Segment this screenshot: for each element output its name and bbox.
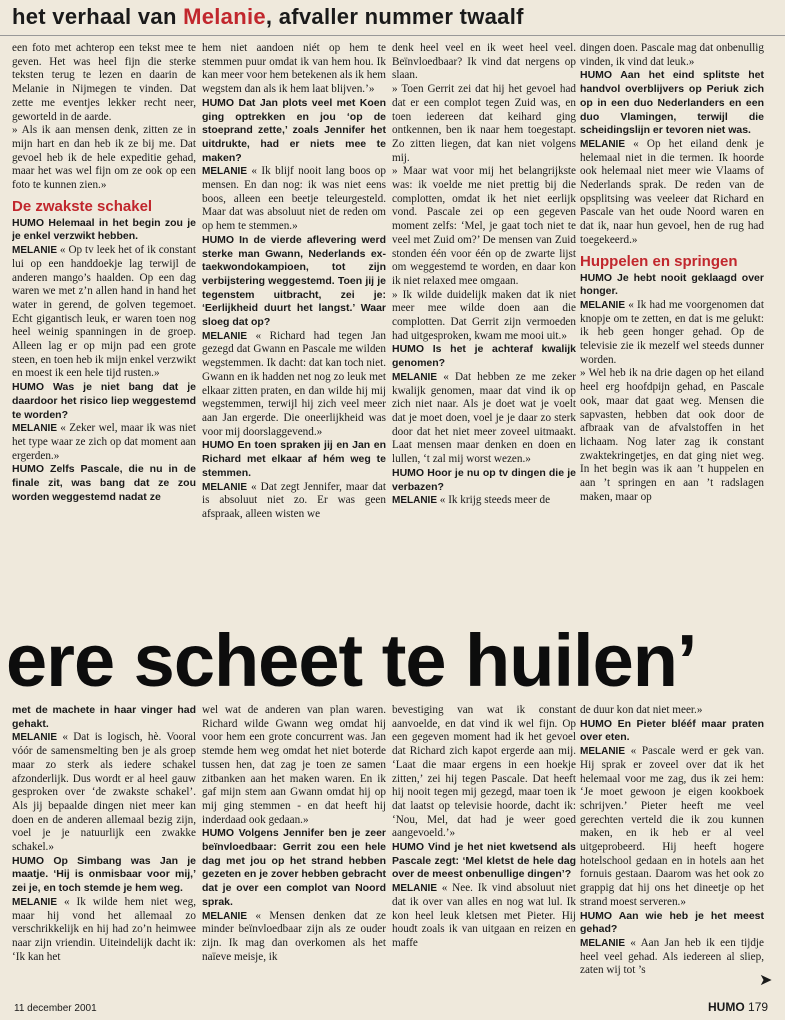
answer-text: « Zeker wel, maar ik was niet het type waar ze zich op dat moment aan ergerden.» bbox=[12, 422, 196, 462]
article-column bbox=[202, 704, 386, 996]
body-paragraph: » Als ik aan mensen denk, zitten ze in mijn hart en dan heb ik ze bij me. Dat gevoel heb ik de hele expeditie gehad, maar het was wel fijn om ze ook op een foto te kunnen zien.» bbox=[12, 124, 196, 192]
body-paragraph: » Wel heb ik na drie dagen op het eiland heel erg hoofdpijn gehad, en Pascale ook, maar dat gaat weg. Mensen die sapvasten, hebben dat ook door de afbraak van de afvalstoffen in het lichaam. Nog later zag ik constant zwaktekringetjes, en dat ging niet weg. In het begin was ik aan ’t huppelen en aan ’t springen en aan ’t radslagen maken, maar op bbox=[580, 367, 764, 503]
interview-answer bbox=[12, 422, 196, 463]
body-paragraph: denk heel veel en ik weet heel veel. Beïnvloedbaar? Ik vind dat nergens op slaan. bbox=[392, 42, 576, 82]
speaker-label: MELANIE bbox=[12, 732, 57, 744]
answer-text: « Nee. Ik vind absoluut niet dat ik over van alles en nog wat lul. Ik kon heel leuk kletsen met Pieter. Hij houdt zoals ik van uitgaan en reizen en maffe bbox=[392, 882, 576, 949]
interview-answer bbox=[202, 481, 386, 522]
body-paragraph: bevestiging van wat ik constant aanvoelde, en dat vind ik wel fijn. Op een gegeven moment had ik het gevoel dat Richard zich kapot ergerde aan mij. ‘Laat die maar ergens in een hoekje zitten,’ zei hij tegen Pascale. Dat heeft hij nooit tegen mij gezegd, maar toen ik dat laatst op televisie hoorde, dacht ik: ‘Nou, Mel, dat had je weer goed aangevoeld.’» bbox=[392, 704, 576, 840]
body-paragraph: wel wat de anderen van plan waren. Richard wilde Gwann weg omdat hij voor hem een grote concurrent was. Jan stemde hem weg omdat het niet boterde tussen hen, dat zag je toen ze samen zitbanken aan het maken waren. En ik gaf mijn stem aan Gwann omdat hij op mij ging stemmen - en dat heeft hij inderdaad ook gedaan.» bbox=[202, 704, 386, 826]
interview-question: HUMO Aan wie heb je het meest gehad? bbox=[580, 909, 764, 936]
interview-question: HUMO Dat Jan plots veel met Koen ging optrekken en jou ‘op de stoeprand zette,’ zoals Jennifer het uitdrukte, had er niets mee te maken? bbox=[202, 96, 386, 164]
interview-question: HUMO Hoor je nu op tv dingen die je verbazen? bbox=[392, 466, 576, 493]
interview-question: HUMO Volgens Jennifer ben je zeer beïnvloedbaar: Gerrit zou een hele dag met jou op het strand hebben gezeten en je zover hebben gebracht dat je over een complot van Noord sprak. bbox=[202, 827, 386, 908]
answer-text: « Pascale werd er gek van. Hij sprak er zoveel over dat ik het helemaal voor me zag, dus ik zei hem: ‘Je moet gewoon je eigen kookboek schrijven.’ Pieter heeft me veel gerechten verteld die ik zou kunnen maken, en ik heb er al veel uitgeprobeerd. Hij heeft hogere hotelschool gedaan en in hotels aan het fornuis gestaan. Daarom was het ook zo grappig dat hij ons het dineetje op het strand moest serveren.» bbox=[580, 745, 764, 908]
body-paragraph: een foto met achterop een tekst mee te geven. Het was heel fijn die sterke teksten terug te lezen en daarin de Melanie in Nijmegen te vinden. Dat zette me eventjes lekker recht neer, geworteld in de aarde. bbox=[12, 42, 196, 123]
article-column bbox=[392, 704, 576, 996]
speaker-label: MELANIE bbox=[12, 245, 57, 257]
issue-date: 11 december 2001 bbox=[14, 1003, 97, 1014]
title-part: het verhaal van bbox=[12, 4, 184, 29]
page-footer bbox=[708, 1000, 768, 1014]
title-part: , afvaller nummer twaalf bbox=[265, 4, 524, 29]
speaker-label: MELANIE bbox=[12, 423, 57, 435]
speaker-label: MELANIE bbox=[392, 371, 437, 383]
speaker-label: MELANIE bbox=[202, 166, 247, 178]
interview-question: HUMO En toen spraken jij en Jan en Richard met elkaar af hém weg te stemmen. bbox=[202, 439, 386, 479]
article-column bbox=[580, 42, 764, 624]
interview-question: HUMO Helemaal in het begin zou je je enkel verzwikt hebben. bbox=[12, 216, 196, 243]
interview-question: HUMO Aan het eind splitste het handvol overblijvers op Periuk zich op in een duo Nederlanders en een duo Vlamingen, terwijl die scheidingslijn er tevoren niet was. bbox=[580, 69, 764, 137]
answer-text: « Dat zegt Jennifer, maar dat is absoluut niet zo. Er was geen afspraak, alleen wisten we bbox=[202, 480, 386, 520]
answer-text: « Dat hebben ze me zeker kwalijk genomen, maar dat vind ik op zich niet naar. Als je doet wat je voelt dat je moet doen, voel je je daar zo sterk door dat het niet meer zoveel uitmaakt. Laat mensen maar denken en doen en lullen, ‘t zal mij worst wezen.» bbox=[392, 370, 576, 466]
speaker-label: MELANIE bbox=[12, 896, 57, 908]
speaker-label: MELANIE bbox=[202, 910, 247, 922]
interview-answer bbox=[392, 371, 576, 467]
interview-question: met de machete in haar vinger had gehakt. bbox=[12, 704, 196, 730]
answer-text: « Ik blijf nooit lang boos op mensen. En dan nog: ik was niet eens boos, alleen een beetje teleurgesteld. Maar dat was absoluut niet de reden om op hem te stemmen.» bbox=[202, 165, 386, 233]
answer-text: « Mensen denken dat ze minder beïnvloedbaar zijn als ze ouder zijn. Ik mag dan overkomen als het naïeve meisje, ik bbox=[202, 909, 386, 963]
body-paragraph: dingen doen. Pascale mag dat onbenullig vinden, ik vind dat leuk.» bbox=[580, 42, 764, 68]
article-column bbox=[202, 42, 386, 624]
answer-text: « Op tv leek het of ik constant lui op een handdoekje lag terwijl de anderen mango’s haalden. Op een dag waren we met z’n allen hand in hand het water in gerend, de golven tegemoet. Echt gigantisch leuk, er waren toen nog heel weinig spanningen in de groep. Alleen lag er op mijn pad een grote steen, en toen heb ik mijn enkel verzwikt en moest ik een hele tijd rusten.» bbox=[12, 244, 196, 380]
speaker-label: MELANIE bbox=[202, 481, 247, 493]
page-number: 179 bbox=[748, 1000, 769, 1014]
interview-answer bbox=[12, 896, 196, 965]
answer-text: « Ik wilde hem niet weg, maar hij vond het allemaal zo verschrikkelijk en hij had zo’n heimwee naar zijn vriendin. Uiteindelijk dacht ik: ‘Ik kan het bbox=[12, 895, 196, 963]
interview-answer bbox=[12, 731, 196, 854]
interview-answer bbox=[202, 910, 386, 965]
article-column bbox=[12, 42, 196, 624]
article-column bbox=[392, 42, 576, 624]
interview-answer bbox=[202, 165, 386, 234]
answer-text: « Ik krijg steeds meer de bbox=[437, 494, 551, 507]
speaker-label: MELANIE bbox=[580, 937, 625, 949]
interview-answer bbox=[580, 937, 764, 978]
interview-question: HUMO Je hebt nooit geklaagd over honger. bbox=[580, 271, 764, 298]
answer-text: « Richard had tegen Jan gezegd dat Gwann en Pascale me wilden wegstemmen. Ik dacht: dat kan toch niet. Gwann en ik hadden net nog zo leuk met elkaar zitten praten, en dan wilde hij mij wegstemmen, terwijl hij zich veel meer aan Jan ergerde. Die oneerlijkheid was voor mij doorslaggevend.» bbox=[202, 329, 386, 438]
body-paragraph: » Ik wilde duidelijk maken dat ik niet meer mee wilde doen aan die complotten. Dat Gerrit zijn vermoeden had uitgesproken, kwam me mooi uit.» bbox=[392, 288, 576, 342]
speaker-label: MELANIE bbox=[580, 299, 625, 311]
speaker-label: MELANIE bbox=[392, 883, 437, 895]
interview-question: HUMO Zelfs Pascale, die nu in de finale zit, was bang dat ze zou worden weggestemd nadat ze bbox=[12, 463, 196, 503]
body-paragraph: de duur kon dat niet meer.» bbox=[580, 704, 703, 716]
header-rule bbox=[0, 35, 785, 36]
article-column bbox=[580, 704, 764, 996]
interview-question: HUMO Was je niet bang dat je daardoor het risico liep weggestemd te worden? bbox=[12, 381, 196, 421]
continue-arrow-icon: ➤ bbox=[759, 970, 773, 989]
body-paragraph: » Maar wat voor mij het belangrijkste was: ik voelde me niet prettig bij die complotten, omdat ik het niet eerlijk vond. Pascale zei op een gegeven moment zelfs: ‘Mel, je gaat toch niet te veel met Zuid om?’ De mensen van Zuid stonden één voor één op de zwarte lijst om weggestemd te worden, en daar kon ik niet relaxed mee omgaan. bbox=[392, 165, 576, 287]
answer-text: « Op het eiland denk je helemaal niet in die termen. Ik hoorde ook helemaal niet meer wie Vlaams of Nederlands sprak. De reden van de opsplitsing was veeleer dat Richard en Pascale van het oude Noord waren en dat ik, naar hun gevoel, hen de rug had toegekeerd.» bbox=[580, 137, 764, 246]
magazine-brand: HUMO bbox=[708, 1000, 745, 1014]
section-heading: Huppelen en springen bbox=[580, 252, 738, 270]
page-header bbox=[0, 0, 785, 36]
answer-text: « Dat is logisch, hè. Vooral vóór de samensmelting ben je als groep maar zo sterk als iedere schakel afzonderlijk. Dus wordt er al heel gauw gesproken over ‘de zwakste schakel’. Als jij bepaalde dingen niet meer kan doen en de anderen allemaal bezig zijn, voel je je natuurlijk een zwakke schakel.» bbox=[12, 731, 196, 854]
interview-question: HUMO Op Simbang was Jan je maatje. ‘Hij is onmisbaar voor mij,’ zei je, en toch stemde je hem weg. bbox=[12, 854, 196, 895]
section-heading: De zwakste schakel bbox=[12, 197, 153, 215]
title-name: Melanie bbox=[183, 4, 266, 29]
interview-answer bbox=[580, 138, 764, 248]
pull-quote-text: ere scheet te huilen’ bbox=[6, 626, 697, 696]
body-paragraph: hem niet aandoen niét op hem te stemmen puur omdat ik van hem hou. Ik kan meer voor hem betekenen als ik hem wegstem dan als ik hem laat blijven.’» bbox=[202, 42, 386, 96]
interview-answer bbox=[392, 494, 576, 508]
body-paragraph: » Toen Gerrit zei dat hij het gevoel had dat er een complot tegen Zuid was, en toen iedereen dat keihard ging ontkennen, ben ik naar hem toegestapt. Zo zitten liegen, dat kan niet volgens mij. bbox=[392, 83, 576, 164]
interview-answer bbox=[202, 330, 386, 440]
speaker-label: MELANIE bbox=[580, 138, 625, 150]
interview-question: HUMO Vind je het niet kwetsend als Pascale zegt: ‘Mel kletst de hele dag over de meest onbenullige dingen’? bbox=[392, 841, 576, 881]
pull-quote-banner bbox=[0, 626, 785, 696]
interview-answer bbox=[392, 882, 576, 951]
speaker-label: MELANIE bbox=[392, 495, 437, 507]
interview-question: HUMO En Pieter blééf maar praten over eten. bbox=[580, 717, 764, 744]
interview-answer bbox=[580, 745, 764, 909]
article-title bbox=[12, 4, 524, 30]
article-column bbox=[12, 704, 196, 996]
speaker-label: MELANIE bbox=[202, 330, 247, 342]
interview-answer bbox=[580, 299, 764, 368]
interview-question: HUMO In de vierde aflevering werd sterke man Gwann, Nederlands ex-taekwondokampioen, tot zijn verbijstering weggestemd. Toen jij je tegenstem uitbracht, zei je: ‘Eerlijkheid duurt het langst.’ Waar sloeg dat op? bbox=[202, 233, 386, 329]
speaker-label: MELANIE bbox=[580, 746, 625, 758]
answer-text: « Aan Jan heb ik een tijdje heel veel gehad. Als iedereen al sliep, zaten wij tot ’s bbox=[580, 936, 764, 977]
interview-answer bbox=[12, 244, 196, 381]
answer-text: « Ik had me voorgenomen dat knopje om te zetten, en dat is me gelukt: ik heb geen honger gehad. Op de televisie zie ik mezelf wel steeds dunner worden. bbox=[580, 298, 764, 366]
interview-question: HUMO Is het je achteraf kwalijk genomen? bbox=[392, 343, 576, 370]
